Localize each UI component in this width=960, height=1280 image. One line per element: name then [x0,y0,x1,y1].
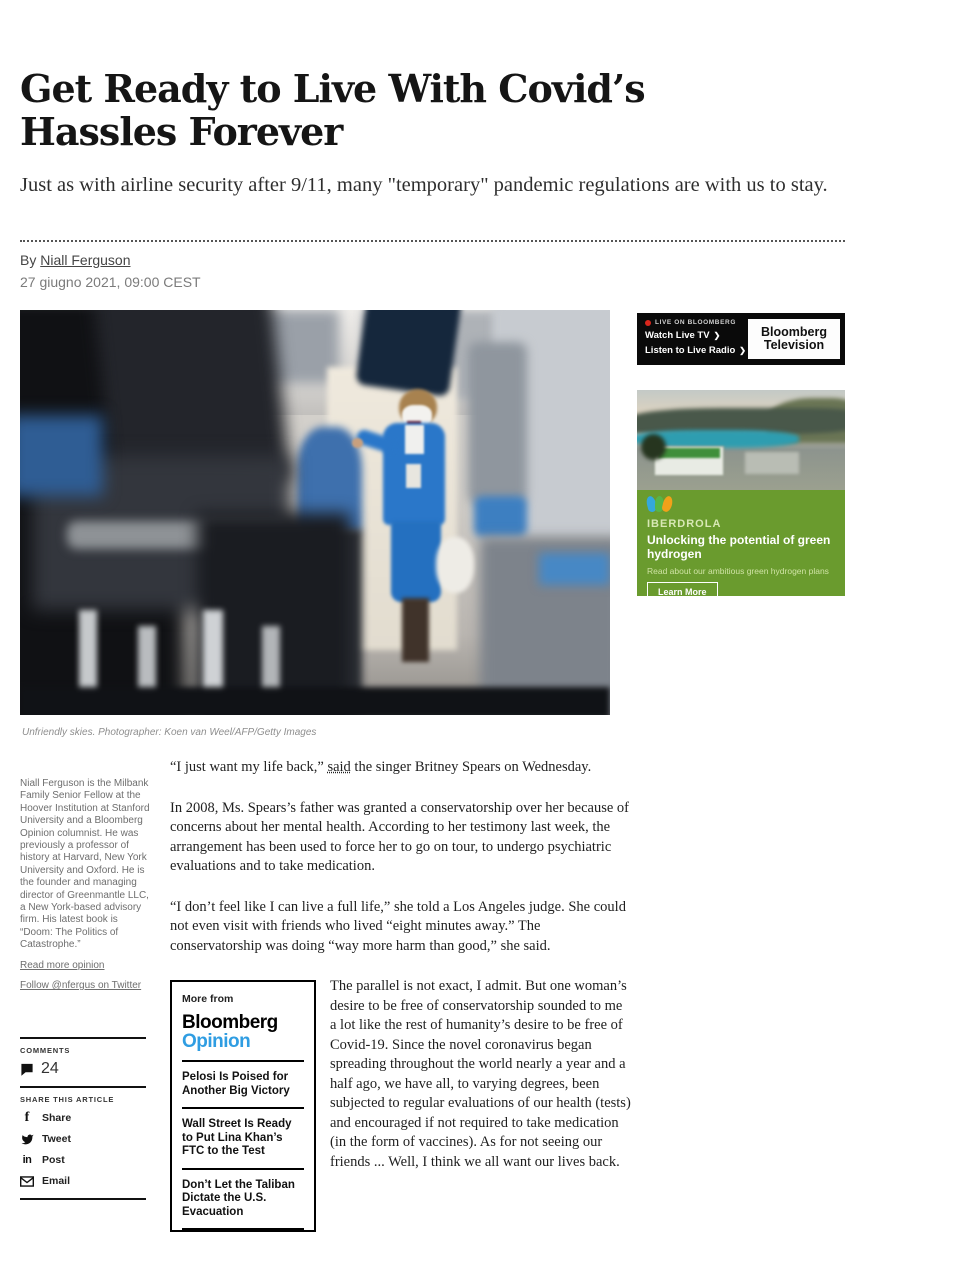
logo-drop-orange [661,495,674,513]
author-bio-text: Niall Ferguson is the Milbank Family Senior Fellow at the Hoover Institution at Stanford University and a Bloomberg Opinion columnist. He was previously a professor of history at Harvard, New York University and Oxford. He is the founder and managing director of Greenmantle LLC, a New York-based advisory firm. His latest book is “Doom: The Politics of Catastrophe.” [20,778,150,951]
dotted-divider [20,240,845,242]
byline [20,252,131,268]
follow-twitter-link[interactable]: Follow @nfergus on Twitter [20,980,142,992]
related-article-link[interactable]: Wall Street Is Ready to Put Lina Khan’s FTC to the Test [182,1109,304,1170]
engagement-panel [20,1037,146,1200]
photo-shape [20,687,610,715]
divider [20,1086,146,1088]
logo-text: Television [763,338,825,352]
author-bio [20,778,150,993]
linkedin-icon: in [22,1154,32,1166]
ad-headline: Unlocking the potential of green hydrogen [647,533,831,561]
live-label: LIVE ON BLOOMBERG [655,319,736,326]
read-more-opinion-link[interactable]: Read more opinion [20,959,105,971]
photo-shape [402,598,429,663]
email-icon [20,1174,34,1188]
right-rail [637,313,845,596]
photo-shape [658,448,720,458]
comments-count: 24 [41,1060,59,1077]
photo-shape [468,342,527,504]
publish-date: 27 giugno 2021, 09:00 CEST [20,274,201,290]
share-facebook-button[interactable] [20,1111,146,1125]
share-article-label: SHARE THIS ARTICLE [20,1095,115,1104]
photo-shape [436,537,474,594]
chevron-right-icon: ❯ [713,331,721,340]
paragraph [170,758,632,778]
share-linkedin-label: Post [42,1154,65,1166]
ad-copy: Read about our ambitious green hydrogen plans [647,565,829,576]
said-link[interactable]: said [327,759,351,775]
photo-shape [406,464,421,488]
paragraph-text: the singer Britney Spears on Wednesday. [350,759,592,775]
photo-shape [355,310,463,397]
photo-shape [745,452,799,474]
photo-shape [405,425,424,453]
share-twitter-button[interactable] [20,1132,146,1146]
paragraph: In 2008, Ms. Spears’s father was granted a conservatorship over her because of concerns about her mental health. According to her testimony last week, the arrangement has been used to force her to go on tour, to undergo psychiatric evaluations and to take medication. [170,799,630,874]
photo-shape [539,553,610,585]
byline-prefix: By [20,252,41,268]
related-article-link[interactable]: Don’t Let the Taliban Dictate the U.S. Evacuation [182,1170,304,1231]
photo-shape [391,521,442,602]
share-facebook-label: Share [42,1112,72,1124]
share-linkedin-button[interactable] [20,1153,146,1167]
photo-shape [474,496,527,537]
comments-button[interactable] [20,1060,146,1078]
more-from-box [170,980,316,1232]
paragraph: “I don’t feel like I can live a full life,” she told a Los Angeles judge. She could not even visit with friends who lived “eight minutes away.” The conservatorship was doing “way more harm than good,” she said. [170,898,626,954]
live-dot-icon [645,320,651,326]
bloomberg-tv-ad[interactable] [637,313,845,365]
paragraph-text: “I just want my life back,” [170,759,328,775]
photo-shape [20,415,103,496]
learn-more-button[interactable]: Learn More [647,582,718,596]
page-title: Get Ready to Live With Covid’s Hassles Forever [20,66,645,154]
chevron-right-icon: ❯ [739,346,746,355]
divider [20,1198,146,1200]
listen-live-radio-label: Listen to Live Radio [645,345,736,356]
facebook-icon: f [24,1110,30,1125]
iberdrola-ad[interactable] [637,390,845,596]
article-photo [20,310,610,715]
comments-label: COMMENTS [20,1046,71,1055]
share-twitter-label: Tweet [42,1133,71,1145]
bloomberg-wordmark: Bloomberg [182,1011,278,1033]
twitter-icon [20,1132,34,1146]
share-email-label: Email [42,1175,71,1187]
watch-live-tv-label: Watch Live TV [645,330,710,341]
paragraph-with-box [170,977,632,1218]
more-from-kicker: More from [182,993,234,1005]
logo-text: Bloomberg [761,324,827,339]
related-article-link[interactable]: Pelosi Is Poised for Another Big Victory [182,1062,304,1109]
paragraph: The parallel is not exact, I admit. But one woman’s desire to be free of conservatorship sounded to me a lot like the rest of humanity’s desire to be free of Covid-19. Since the novel coronavirus began spreading throughout the world nearly a year and a half ago, we have all, to varying degrees, been subjected to regular evaluations of our health (tests) and encouraged if not required to take medication (in the form of vaccines). As for not seeing our friends ... Well, I think we all want our lives back. [330,978,631,1170]
share-email-button[interactable] [20,1174,146,1188]
divider [20,1037,146,1039]
author-link[interactable]: Niall Ferguson [40,252,131,268]
iberdrola-ad-body [637,490,845,596]
photo-caption: Unfriendly skies. Photographer: Koen van Weel/AFP/Getty Images [22,727,317,738]
article-body [170,758,632,1236]
opinion-wordmark: Opinion [182,1031,251,1053]
photo-shape [79,610,97,699]
article-subtitle: Just as with airline security after 9/11, many "temporary" pandemic regulations are with us to stay. [20,174,828,196]
iberdrola-ad-image [637,390,845,490]
comment-bubble-icon [20,1062,34,1076]
photo-shape [641,434,666,460]
bloomberg-television-logo [748,319,840,359]
iberdrola-brand: IBERDROLA [647,518,722,530]
iberdrola-logo-icon [647,496,835,516]
